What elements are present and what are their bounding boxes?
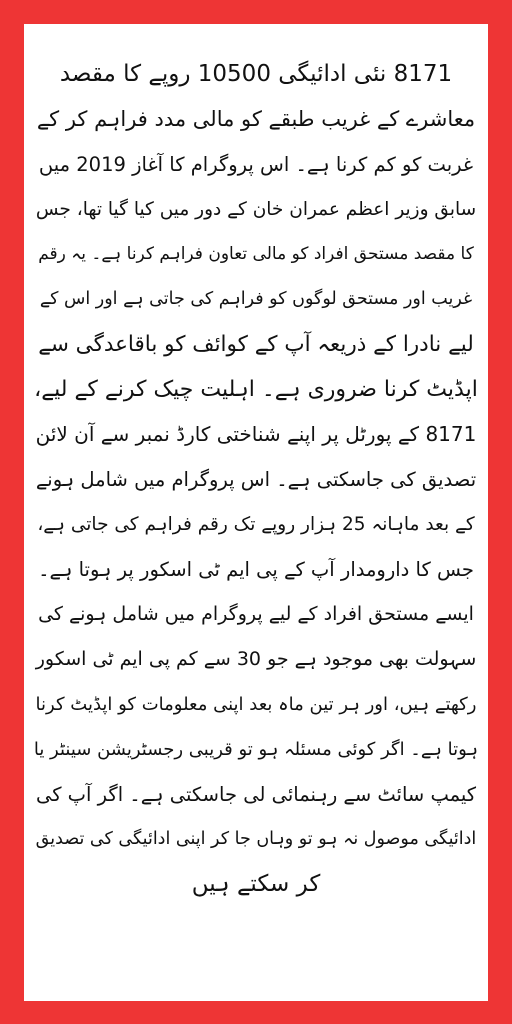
article-line: اپڈیٹ کرنا ضروری ہے۔ اہلیت چیک کرنے کے لیے،: [34, 377, 478, 402]
article-line: کر سکتے ہیں: [191, 871, 321, 897]
article-line: 8171 نئی ادائیگی 10500 روپے کا مقصد: [59, 61, 453, 87]
article-line: لیے نادرا کے ذریعہ آپ کے کوائف کو باقاعدگی سے: [38, 332, 474, 357]
article-line: 8171 کے پورٹل پر اپنے شناختی کارڈ نمبر سے آن لائن: [35, 422, 477, 446]
article-line: ہوتا ہے۔ اگر کوئی مسئلہ ہو تو قریبی رجسٹریشن سینٹر یا: [34, 739, 478, 760]
article-line: غربت کو کم کرنا ہے۔ اس پروگرام کا آغاز 2019 میں: [38, 153, 474, 176]
article-line: ایسے مستحق افراد کے لیے پروگرام میں شامل ہونے کی: [38, 603, 474, 625]
article-text: [34, 52, 478, 907]
article-line: سابق وزیر اعظم عمران خان کے دور میں کیا گیا تھا، جس: [35, 199, 477, 220]
article-line: کیمپ سائٹ سے رہنمائی لی جاسکتی ہے۔ اگر آپ کی: [35, 783, 477, 806]
article-line: کا مقصد مستحق افراد کو مالی تعاون فراہم کرنا ہے۔ یہ رقم: [38, 244, 474, 264]
article-line: تصدیق کی جاسکتی ہے۔ اس پروگرام میں شامل ہونے: [35, 468, 477, 491]
article-line: معاشرے کے غریب طبقے کو مالی مدد فراہم کر کے: [36, 107, 476, 131]
article-line: جس کا دارومدار آپ کے پی ایم ٹی اسکور پر ہوتا ہے۔: [38, 558, 474, 581]
article-card: [24, 24, 488, 1001]
article-line: غریب اور مستحق لوگوں کو فراہم کی جاتی ہے اور اس کے: [39, 289, 473, 309]
article-line: سہولت بھی موجود ہے جو 30 سے کم پی ایم ٹی اسکور: [35, 648, 477, 670]
article-line: رکھتے ہیں، اور ہر تین ماہ بعد اپنی معلومات کو اپڈیٹ کرنا: [35, 694, 477, 715]
article-line: ادائیگی موصول نہ ہو تو وہاں جا کر اپنی ادائیگی کی تصدیق: [35, 829, 477, 849]
article-line: کے بعد ماہانہ 25 ہزار روپے تک رقم فراہم کی جاتی ہے،: [37, 514, 475, 535]
